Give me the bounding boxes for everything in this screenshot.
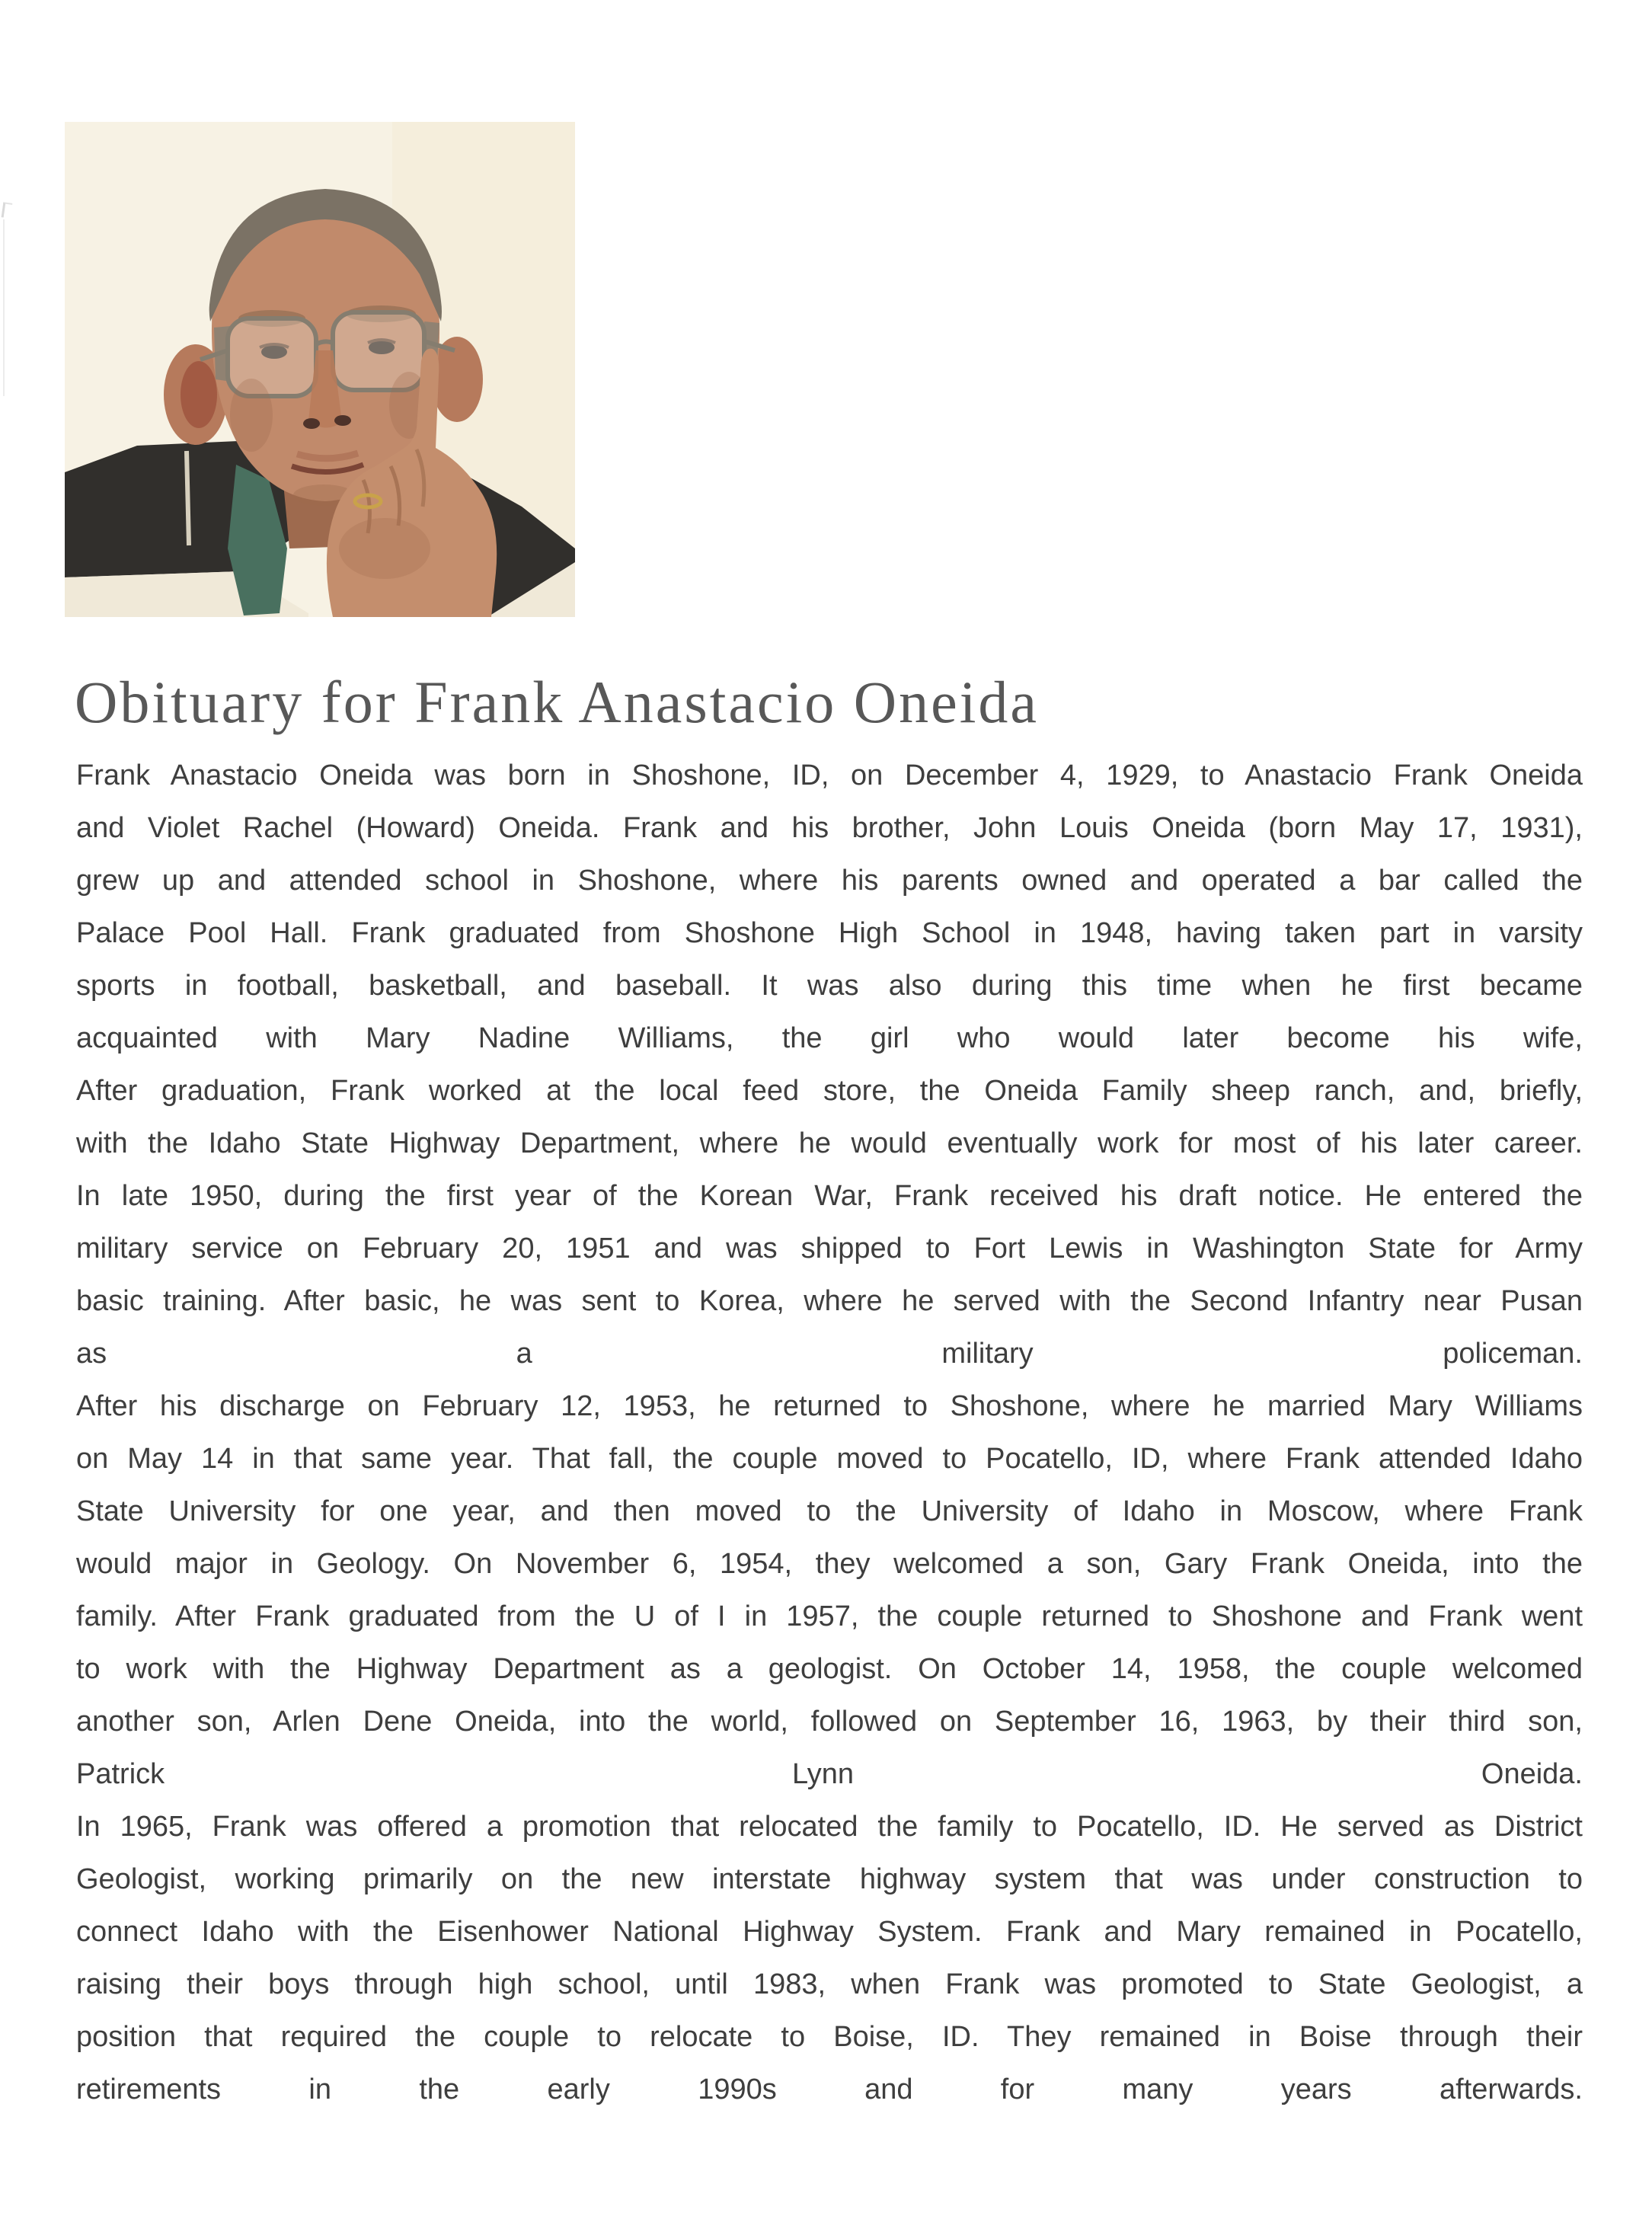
- text-line: sports in football, basketball, and baseball. It was also during this time when he first became: [76, 970, 1583, 1002]
- text-line: In 1965, Frank was offered a promotion that relocated the family to Pocatello, ID. He served as District: [76, 1811, 1583, 1843]
- text-line: Palace Pool Hall. Frank graduated from Shoshone High School in 1948, having taken part in varsity: [76, 917, 1583, 949]
- scan-artifact-line: [3, 219, 5, 396]
- text-line: another son, Arlen Dene Oneida, into the world, followed on September 16, 1963, by their third son,: [76, 1706, 1583, 1738]
- text-line: as a military policeman.: [76, 1338, 1583, 1370]
- text-line: retirements in the early 1990s and for many years afterwards.: [76, 2074, 1583, 2105]
- text-line: Geologist, working primarily on the new interstate highway system that was under construction to: [76, 1863, 1583, 1895]
- text-line: to work with the Highway Department as a geologist. On October 14, 1958, the couple welcomed: [76, 1653, 1583, 1685]
- text-line: and Violet Rachel (Howard) Oneida. Frank and his brother, John Louis Oneida (born May 17, 1931),: [76, 812, 1583, 844]
- text-line: After graduation, Frank worked at the local feed store, the Oneida Family sheep ranch, and, briefly,: [76, 1075, 1583, 1107]
- text-line: family. After Frank graduated from the U of I in 1957, the couple returned to Shoshone and Frank went: [76, 1600, 1583, 1632]
- portrait-photo: [65, 122, 575, 617]
- text-line: After his discharge on February 12, 1953, he returned to Shoshone, where he married Mary Williams: [76, 1390, 1583, 1422]
- obituary-text: [76, 750, 1583, 2116]
- text-line: acquainted with Mary Nadine Williams, the girl who would later become his wife,: [76, 1022, 1583, 1054]
- text-line: grew up and attended school in Shoshone, where his parents owned and operated a bar called the: [76, 865, 1583, 897]
- scan-artifact-mark: [2, 202, 13, 218]
- text-line: Frank Anastacio Oneida was born in Shoshone, ID, on December 4, 1929, to Anastacio Frank Oneida: [76, 759, 1583, 791]
- text-line: raising their boys through high school, until 1983, when Frank was promoted to State Geologist, a: [76, 1968, 1583, 2000]
- portrait-illustration: [65, 122, 575, 617]
- text-line: State University for one year, and then moved to the University of Idaho in Moscow, where Frank: [76, 1495, 1583, 1527]
- text-line: position that required the couple to relocate to Boise, ID. They remained in Boise through their: [76, 2021, 1583, 2053]
- text-line: on May 14 in that same year. That fall, the couple moved to Pocatello, ID, where Frank attended Idaho: [76, 1443, 1583, 1475]
- text-line: with the Idaho State Highway Department, where he would eventually work for most of his later career.: [76, 1127, 1583, 1159]
- text-line: basic training. After basic, he was sent to Korea, where he served with the Second Infantry near Pusan: [76, 1285, 1583, 1317]
- text-line: military service on February 20, 1951 and was shipped to Fort Lewis in Washington State for Army: [76, 1233, 1583, 1265]
- text-line: would major in Geology. On November 6, 1954, they welcomed a son, Gary Frank Oneida, into the: [76, 1548, 1583, 1580]
- text-line: Patrick Lynn Oneida.: [76, 1758, 1583, 1790]
- text-line: In late 1950, during the first year of the Korean War, Frank received his draft notice. He entered the: [76, 1180, 1583, 1212]
- text-line: connect Idaho with the Eisenhower National Highway System. Frank and Mary remained in Pocatello,: [76, 1916, 1583, 1948]
- page-title: Obituary for Frank Anastacio Oneida: [75, 669, 1040, 735]
